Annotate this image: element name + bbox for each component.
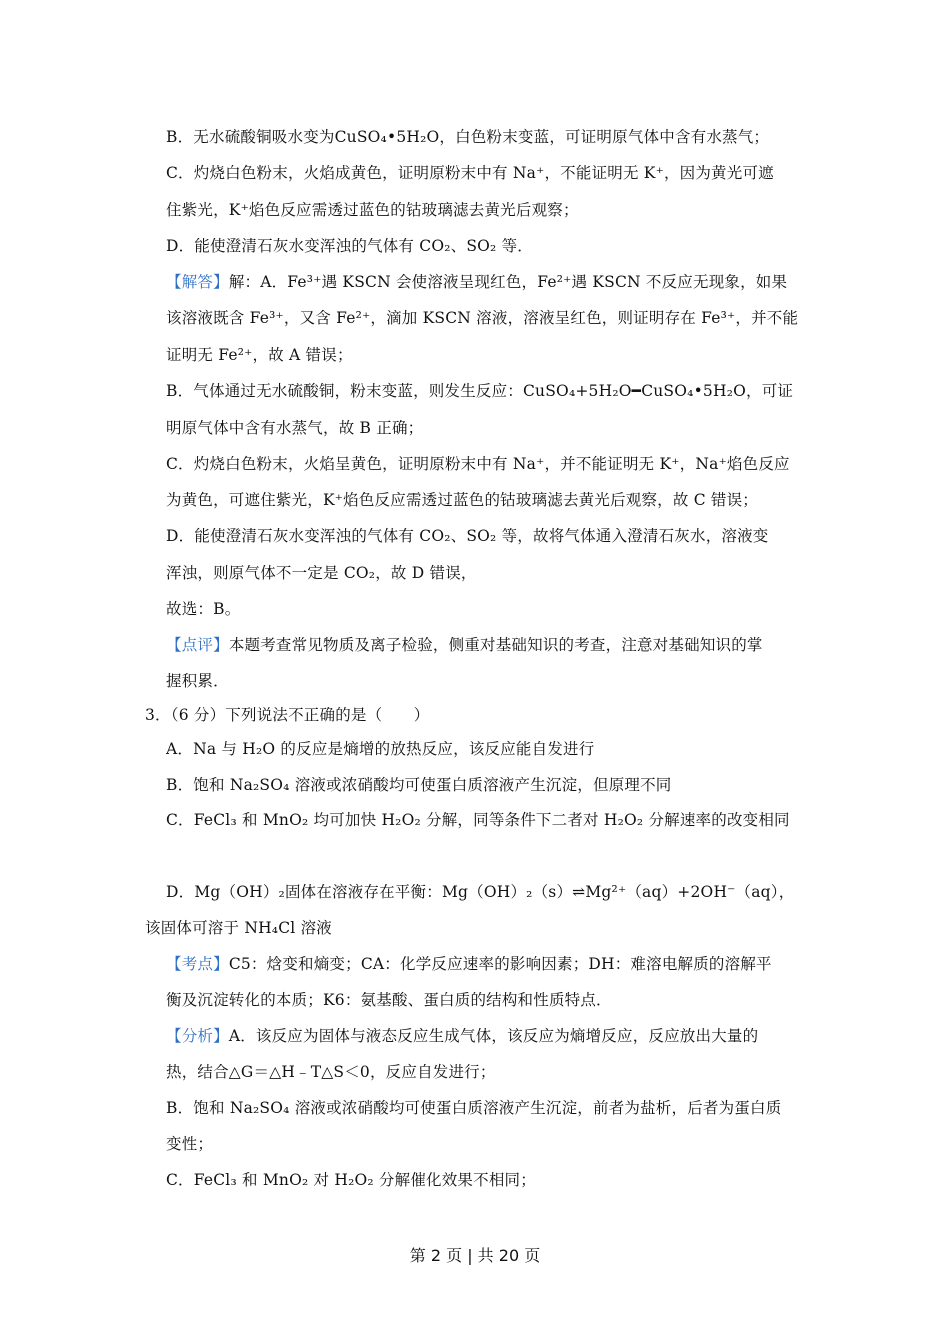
- knowledge-tag: 【考点】: [166, 955, 229, 973]
- text-line: 为黄色，可遮住紫光，K⁺焰色反应需透过蓝色的钴玻璃滤去黄光后观察，故 C 错误；: [166, 491, 758, 509]
- answer-line: [166, 272, 811, 292]
- text-line: 住紫光，K⁺焰色反应需透过蓝色的钴玻璃滤去黄光后观察；: [166, 201, 579, 219]
- text-line: C．灼烧白色粉末，火焰呈黄色，证明原粉末中有 Na⁺，并不能证明无 K⁺，Na⁺焰色反应: [166, 455, 790, 473]
- knowledge-line: [166, 954, 811, 974]
- text-line: D．能使澄清石灰水变浑浊的气体有 CO₂、SO₂ 等，故将气体通入澄清石灰水，溶液变: [166, 527, 769, 545]
- text-line: 浑浊，则原气体不一定是 CO₂，故 D 错误，: [166, 564, 477, 582]
- answer-text: 解：A．Fe³⁺遇 KSCN 会使溶液呈现红色，Fe²⁺遇 KSCN 不反应无现象，如果: [228, 273, 788, 291]
- review-line: [166, 635, 811, 655]
- knowledge-text: C5：焓变和熵变；CA：化学反应速率的影响因素；DH：难溶电解质的溶解平: [228, 955, 772, 973]
- text-line: 变性；: [166, 1135, 214, 1153]
- question-stem: 3．（6 分）下列说法不正确的是（ ）: [145, 706, 430, 724]
- option-a: A．Na 与 H₂O 的反应是熵增的放热反应，该反应能自发进行: [166, 740, 595, 758]
- text-line: 明原气体中含有水蒸气，故 B 正确；: [166, 419, 424, 437]
- text-line: 握积累．: [166, 672, 229, 690]
- analysis-text: A．该反应为固体与液态反应生成气体，该反应为熵增反应，反应放出大量的: [228, 1027, 759, 1045]
- review-text: 本题考查常见物质及离子检验，侧重对基础知识的考查，注意对基础知识的掌: [228, 636, 763, 654]
- text-line: C．灼烧白色粉末，火焰成黄色，证明原粉末中有 Na⁺，不能证明无 K⁺，因为黄光可遮: [166, 164, 774, 182]
- text-line: 衡及沉淀转化的本质；K6：氨基酸、蛋白质的结构和性质特点．: [166, 991, 612, 1009]
- analysis-line: [166, 1026, 811, 1046]
- page-number: 第 2 页 | 共 20 页: [409, 1246, 541, 1265]
- answer-tag: 【解答】: [166, 273, 229, 291]
- text-line: C．FeCl₃ 和 MnO₂ 对 H₂O₂ 分解催化效果不相同；: [166, 1171, 536, 1189]
- option-d: D．Mg（OH）₂固体在溶液存在平衡：Mg（OH）₂（s）⇌Mg²⁺（aq）+2OH⁻（aq），: [166, 883, 795, 901]
- text-line: 该溶液既含 Fe³⁺，又含 Fe²⁺，滴加 KSCN 溶液，溶液呈红色，则证明存在 Fe³⁺，并不能: [166, 309, 799, 327]
- text-line: 证明无 Fe²⁺，故 A 错误；: [166, 346, 353, 364]
- text-line: D．能使澄清石灰水变浑浊的气体有 CO₂、SO₂ 等．: [166, 237, 534, 255]
- review-tag: 【点评】: [166, 636, 229, 654]
- option-b: B．饱和 Na₂SO₄ 溶液或浓硝酸均可使蛋白质溶液产生沉淀，但原理不同: [166, 776, 672, 794]
- text-line: B．饱和 Na₂SO₄ 溶液或浓硝酸均可使蛋白质溶液产生沉淀，前者为盐析，后者为蛋白质: [166, 1099, 782, 1117]
- option-d-cont: 该固体可溶于 NH₄Cl 溶液: [145, 919, 332, 937]
- analysis-tag: 【分析】: [166, 1027, 229, 1045]
- option-c: C．FeCl₃ 和 MnO₂ 均可加快 H₂O₂ 分解，同等条件下二者对 H₂O₂ 分解速率的改变相同: [166, 811, 790, 829]
- text-line: B．无水硫酸铜吸水变为CuSO₄•5H₂O，白色粉末变蓝，可证明原气体中含有水蒸气；: [166, 128, 770, 146]
- text-line: B．气体通过无水硫酸铜，粉末变蓝，则发生反应：CuSO₄+5H₂O━CuSO₄•5H₂O，可证: [166, 382, 794, 400]
- text-line: 热，结合△G＝△H﹣T△S＜0，反应自发进行；: [166, 1063, 496, 1081]
- text-line: 故选：B。: [166, 600, 241, 618]
